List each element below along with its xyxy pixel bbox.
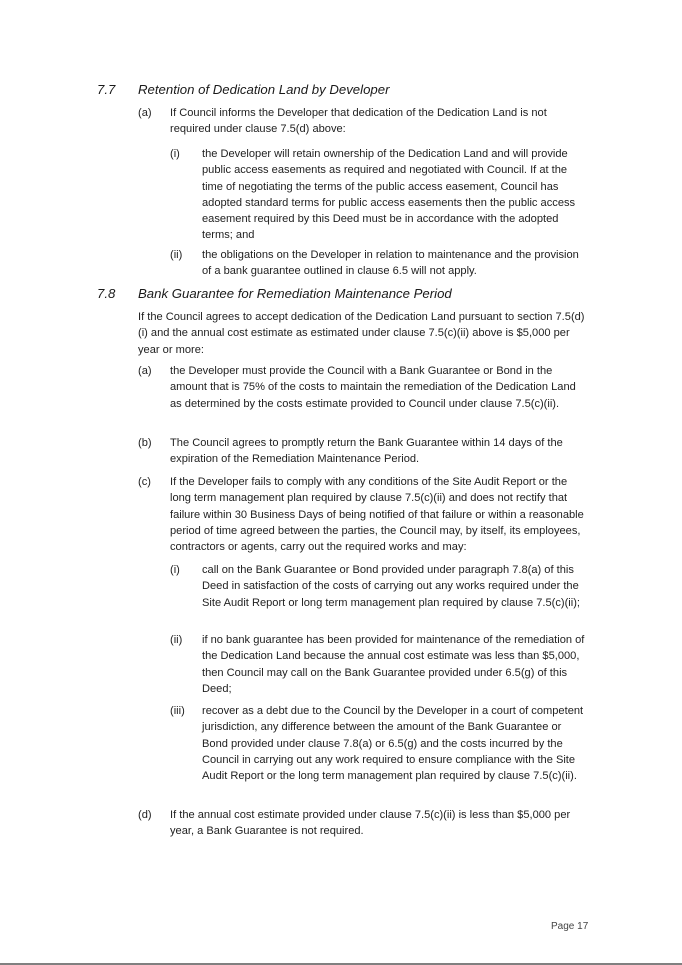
clause-text: the Developer must provide the Council with a Bank Guarantee or Bond in the amount that is 75% of the costs to maintain the remediation of the Dedication Land as determined by the costs estimate provided to Council under clause 7.5(c)(ii).: [170, 365, 576, 410]
clause-7-7-a-ii: [170, 247, 586, 280]
clause-label: (iii): [170, 705, 185, 717]
clause-text: if no bank guarantee has been provided for maintenance of the remediation of the Dedication Land because the annual cost estimate was less than $5,000, then Council may call on the Bank Guarantee provided under 6.5(g) of this Deed;: [202, 634, 585, 695]
clause-text: call on the Bank Guarantee or Bond provided under paragraph 7.8(a) of this Deed in satisfaction of the costs of carrying out any works required under the Site Audit Report or long term management plan required by clause 7.5(c)(ii);: [202, 564, 580, 609]
clause-label: (ii): [170, 249, 183, 261]
clause-7-8-c-i: [170, 562, 586, 611]
section-title: Bank Guarantee for Remediation Maintenance Period: [138, 286, 452, 301]
clause-text: If the Developer fails to comply with any conditions of the Site Audit Report or the long term management plan required by clause 7.5(c)(ii) and does not rectify that failure within 30 Business Days of being notified of that failure or within a reasonable period of time agreed between the parties, the Council may, by itself, its employees, contractors or agents, carry out the required works and may:: [170, 476, 584, 554]
section-7-8-intro: [138, 309, 588, 358]
clause-label: (i): [170, 148, 180, 160]
clause-label: (a): [138, 107, 152, 119]
clause-7-8-a: [138, 363, 588, 412]
clause-label: (d): [138, 809, 152, 821]
clause-text: The Council agrees to promptly return the Bank Guarantee within 14 days of the expiration of the Remediation Maintenance Period.: [170, 437, 563, 466]
clause-7-8-b: [138, 435, 588, 468]
clause-text: the obligations on the Developer in relation to maintenance and the provision of a bank guarantee outlined in clause 6.5 will not apply.: [202, 249, 579, 278]
clause-label: (ii): [170, 634, 183, 646]
clause-text: the Developer will retain ownership of the Dedication Land and will provide public access easements as required and negotiated with Council. If at the time of negotiating the terms of the public access easement, Council has adopted standard terms for public access easements then the public access easement required by this Deed must be in accordance with the adopted terms; and: [202, 148, 576, 242]
page-number: Page 17: [551, 921, 589, 932]
clause-7-8-c-iii: [170, 703, 586, 784]
clause-7-8-c-ii: [170, 632, 586, 697]
section-number: 7.7: [97, 82, 116, 97]
clause-7-7-a-i: [170, 146, 586, 244]
intro-text: If the Council agrees to accept dedication of the Dedication Land pursuant to section 7.5(d)(i) and the annual cost estimate as estimated under clause 7.5(c)(ii) above is $5,000 per year or more:: [138, 311, 585, 356]
clause-text: If the annual cost estimate provided under clause 7.5(c)(ii) is less than $5,000 per year, a Bank Guarantee is not required.: [170, 809, 571, 838]
section-number: 7.8: [97, 286, 116, 301]
clause-7-8-d: [138, 807, 590, 840]
clause-text: recover as a debt due to the Council by the Developer in a court of competent jurisdiction, any difference between the amount of the Bank Guarantee or Bond provided under clause 7.8(a) or 6.5(g) and the costs incurred by the Council in carrying out any work required to ensure compliance with the Site Audit Report or the long term management plan required by clause 7.5(c)(ii).: [202, 705, 584, 783]
clause-text: If Council informs the Developer that dedication of the Dedication Land is not required under clause 7.5(d) above:: [170, 107, 547, 136]
clause-7-7-a: [138, 105, 588, 138]
clause-label: (b): [138, 437, 152, 449]
clause-label: (c): [138, 476, 151, 488]
section-title: Retention of Dedication Land by Developer: [138, 82, 390, 97]
clause-label: (a): [138, 365, 152, 377]
clause-7-8-c: [138, 474, 588, 555]
clause-label: (i): [170, 564, 180, 576]
